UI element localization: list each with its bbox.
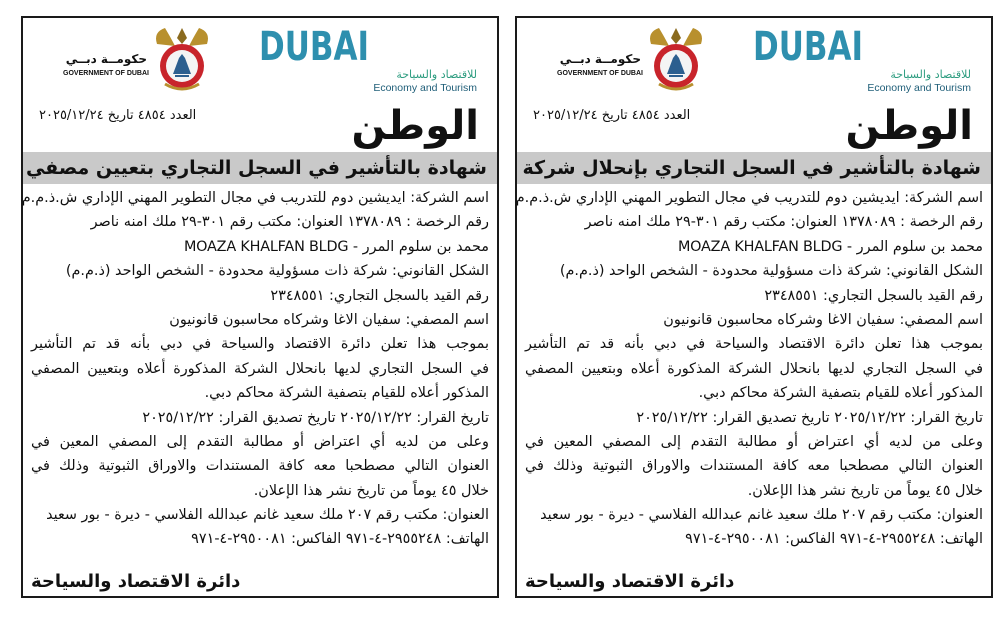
ded-arabic-text: للاقتصاد والسياحة [396, 68, 477, 81]
svg-text:DUBAI: DUBAI [259, 24, 369, 70]
government-english-text: GOVERNMENT OF DUBAI [557, 70, 643, 77]
ded-english-text: Economy and Tourism [373, 82, 477, 94]
body-line-phone-fax: الهاتف: ٢٩٥٥٢٤٨-٤-٩٧١ الفاكس: ٢٩٥٠٠٨١-٤-٩٧١ [191, 531, 489, 548]
body-line-building: محمد بن سلوم المرر - MOAZA KHALFAN BLDG [677, 238, 983, 255]
body-line-license-address: رقم الرخصة : ١٣٧٨٠٨٩ العنوان: مكتب رقم ٣٠١-٢٩ ملك امنه ناصر [90, 214, 489, 231]
issue-line: العدد ٤٨٥٤ تاريخ ٢٠٢٥/١٢/٢٤ [533, 108, 691, 123]
newspaper-name: الوطن [845, 103, 973, 149]
notice-dissolution-of-company [515, 16, 993, 598]
ded-logo [259, 24, 479, 106]
body-line-objection: وعلى من لديه أي اعتراض أو مطالبة التقدم إلى المصفي المعين في [31, 433, 489, 450]
government-of-dubai-logo [535, 24, 710, 96]
body-line-liquidator-name: اسم المصفي: سفيان الاغا وشركاه محاسبون قانونيون [663, 311, 983, 328]
body-line-objection: العنوان التالي مصطحبا معه كافة المستندات والاوراق الثبوتية وذلك في [31, 458, 489, 475]
body-line-building: محمد بن سلوم المرر - MOAZA KHALFAN BLDG [183, 238, 489, 255]
body-line-liquidator-address: العنوان: مكتب رقم ٢٠٧ ملك سعيد غانم عبدالله الفلاسي - ديرة - بور سعيد [46, 507, 489, 524]
body-line-registry-number: رقم القيد بالسجل التجاري: ٢٣٤٨٥٥١ [270, 287, 489, 304]
issue-line: العدد ٤٨٥٤ تاريخ ٢٠٢٥/١٢/٢٤ [39, 108, 197, 123]
notice-body [517, 186, 991, 552]
body-line-liquidator-name: اسم المصفي: سفيان الاغا وشركاه محاسبون قانونيون [169, 311, 489, 328]
body-line-company-name: اسم الشركة: ايديشين دوم للتدريب في مجال التطوير المهني الإداري ش.ذ.م.م [21, 190, 489, 206]
body-line-license-address: رقم الرخصة : ١٣٧٨٠٨٩ العنوان: مكتب رقم ٣٠١-٢٩ ملك امنه ناصر [584, 214, 983, 231]
body-line-announcement: بموجب هذا تعلن دائرة الاقتصاد والسياحة في دبي بأنه قد تم التأشير [525, 336, 983, 353]
ded-english-text: Economy and Tourism [867, 82, 971, 94]
body-line-objection: خلال ٤٥ يوماً من تاريخ نشر هذا الإعلان. [253, 482, 489, 499]
notice-title: شهادة بالتأشير في السجل التجاري بتعيين مصفي [23, 152, 497, 184]
body-line-decision-dates: تاريخ القرار: ٢٠٢٥/١٢/٢٢ تاريخ تصديق القرار: ٢٠٢٥/١٢/٢٢ [142, 409, 489, 426]
body-line-objection: العنوان التالي مصطحبا معه كافة المستندات والاوراق الثبوتية وذلك في [525, 458, 983, 475]
dubai-emblem-icon [645, 24, 707, 94]
notice-title: شهادة بالتأشير في السجل التجاري بإنحلال شركة [517, 152, 991, 184]
notice-footer-department: دائرة الاقتصاد والسياحة [31, 571, 241, 592]
government-arabic-text: حكومــة دبــي [65, 52, 147, 66]
body-line-announcement: في السجل التجاري لديها بانحلال الشركة المذكورة أعلاه وبتعيين المصفي [525, 360, 983, 377]
dubai-emblem-icon [151, 24, 213, 94]
body-line-legal-form: الشكل القانوني: شركة ذات مسؤولية محدودة - الشخص الواحد (ذ.م.م) [559, 263, 983, 280]
notice-footer-department: دائرة الاقتصاد والسياحة [525, 571, 735, 592]
notice-body [23, 186, 497, 552]
government-arabic-text: حكومــة دبــي [559, 52, 641, 66]
government-of-dubai-logo [41, 24, 216, 96]
body-line-announcement: بموجب هذا تعلن دائرة الاقتصاد والسياحة في دبي بأنه قد تم التأشير [31, 336, 489, 353]
ded-logo [753, 24, 973, 106]
newspaper-name: الوطن [351, 103, 479, 149]
body-line-announcement: المذكور أعلاه للقيام بتصفية الشركة محاكم دبي. [204, 385, 489, 402]
body-line-registry-number: رقم القيد بالسجل التجاري: ٢٣٤٨٥٥١ [764, 287, 983, 304]
ded-arabic-text: للاقتصاد والسياحة [890, 68, 971, 81]
body-line-phone-fax: الهاتف: ٢٩٥٥٢٤٨-٤-٩٧١ الفاكس: ٢٩٥٠٠٨١-٤-٩٧١ [685, 531, 983, 548]
notice-appointment-of-liquidator [21, 16, 499, 598]
body-line-objection: خلال ٤٥ يوماً من تاريخ نشر هذا الإعلان. [747, 482, 983, 499]
body-line-announcement: المذكور أعلاه للقيام بتصفية الشركة محاكم دبي. [698, 385, 983, 402]
body-line-announcement: في السجل التجاري لديها بانحلال الشركة المذكورة أعلاه وبتعيين المصفي [31, 360, 489, 377]
body-line-liquidator-address: العنوان: مكتب رقم ٢٠٧ ملك سعيد غانم عبدالله الفلاسي - ديرة - بور سعيد [540, 507, 983, 524]
svg-text:DUBAI: DUBAI [753, 24, 863, 70]
body-line-objection: وعلى من لديه أي اعتراض أو مطالبة التقدم إلى المصفي المعين في [525, 433, 983, 450]
dubai-wordmark-icon [753, 24, 973, 70]
body-line-legal-form: الشكل القانوني: شركة ذات مسؤولية محدودة - الشخص الواحد (ذ.م.م) [65, 263, 489, 280]
notice-header [517, 18, 991, 156]
body-line-company-name: اسم الشركة: ايديشين دوم للتدريب في مجال التطوير المهني الإداري ش.ذ.م.م [515, 190, 983, 206]
body-line-decision-dates: تاريخ القرار: ٢٠٢٥/١٢/٢٢ تاريخ تصديق القرار: ٢٠٢٥/١٢/٢٢ [636, 409, 983, 426]
government-english-text: GOVERNMENT OF DUBAI [63, 70, 149, 77]
dubai-wordmark-icon [259, 24, 479, 70]
notice-header [23, 18, 497, 156]
